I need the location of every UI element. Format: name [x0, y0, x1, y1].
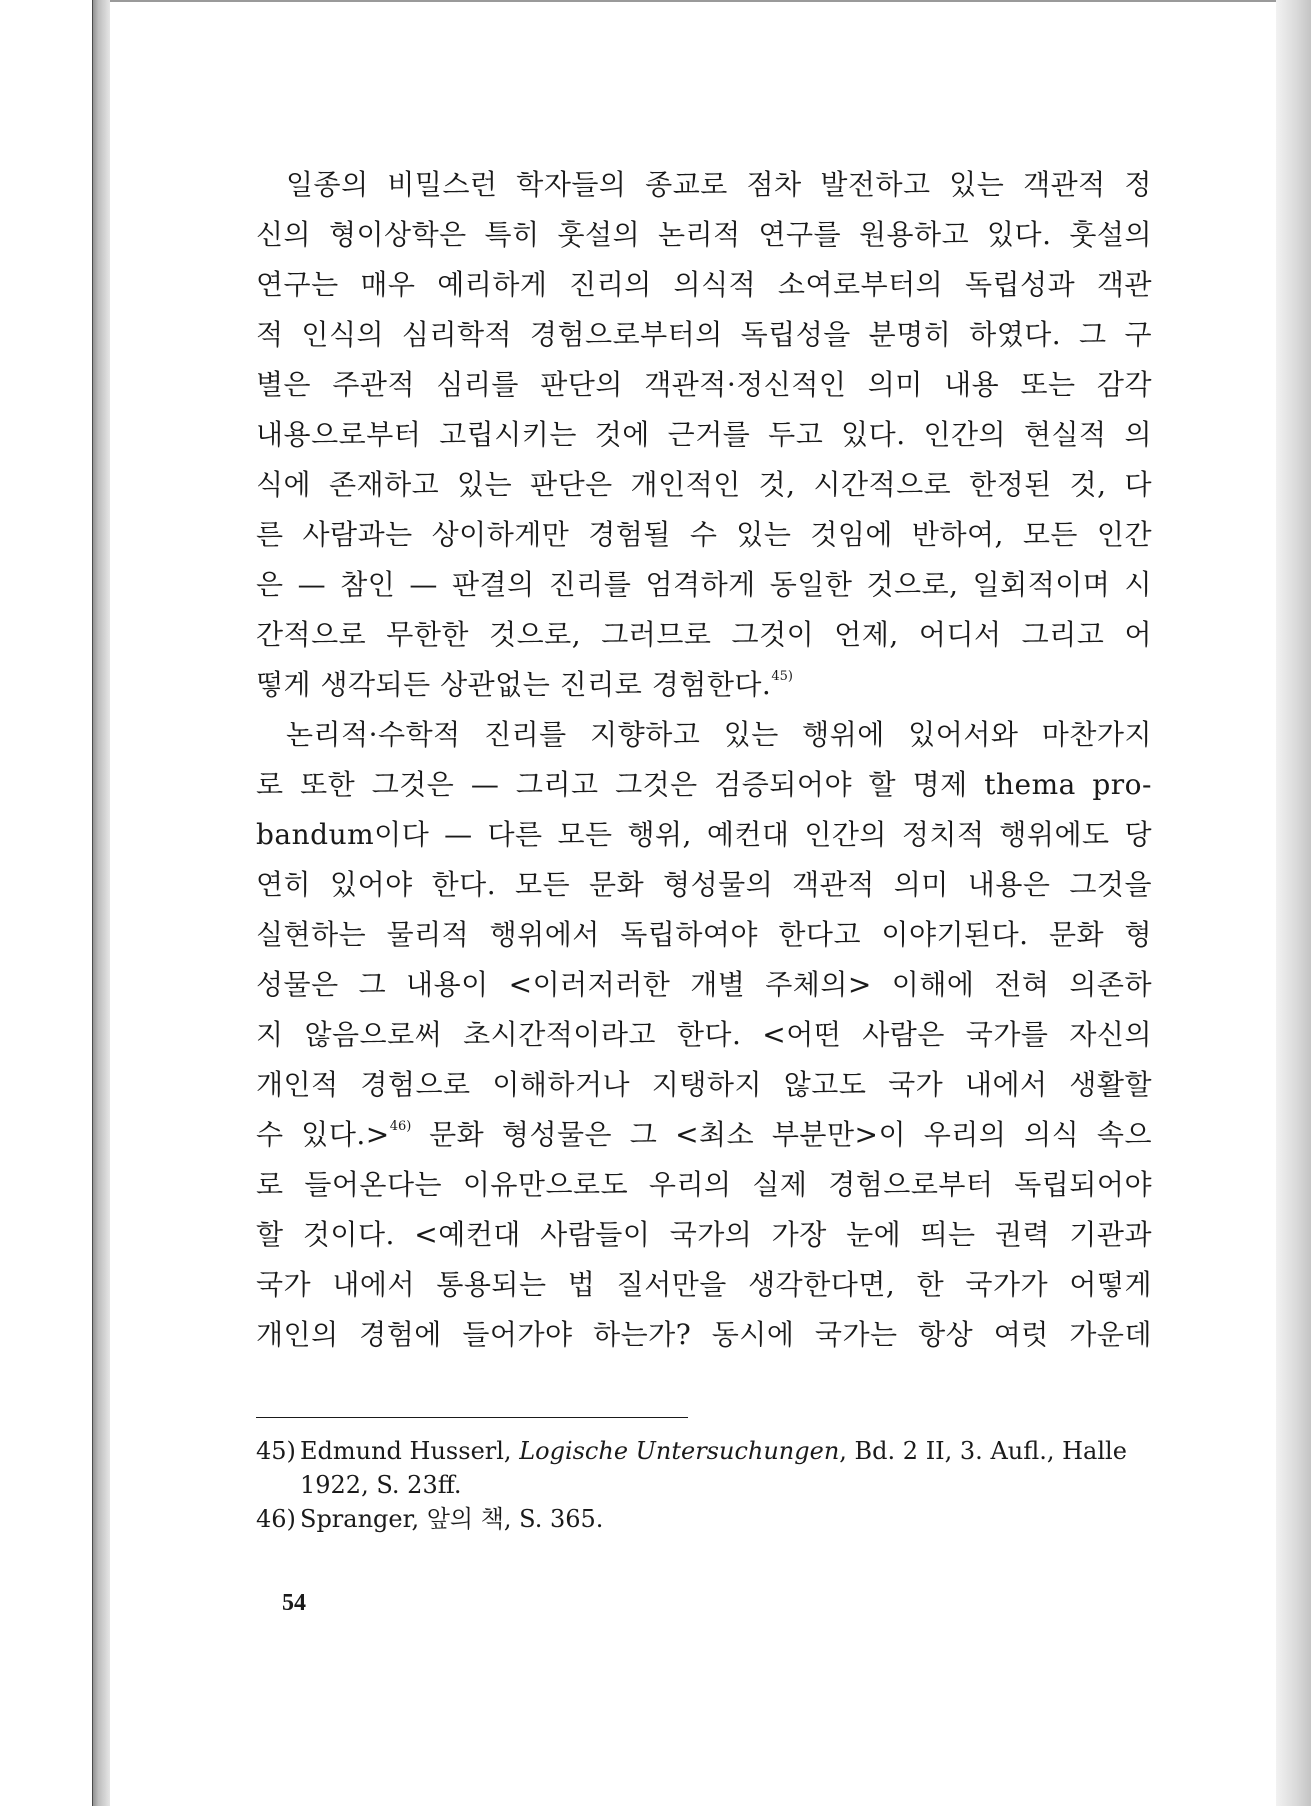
footnote-details: , Bd. 2 II, 3. Aufl., Halle [839, 1437, 1127, 1465]
text-line: 개인적 경험으로 이해하거나 지탱하지 않고도 국가 내에서 생활할 [256, 1068, 1152, 1101]
text-line: 간적으로 무한한 것으로, 그러므로 그것이 언제, 어디서 그리고 어 [256, 618, 1152, 651]
footnote-author: Edmund Husserl, [300, 1437, 520, 1465]
text-line: 로 들어온다는 이유만으로도 우리의 실제 경험으로부터 독립되어야 [256, 1168, 1152, 1201]
text-segment: 수 있다.> [256, 1118, 390, 1151]
text-segment: 떻게 생각되든 상관없는 진리로 경험한다. [256, 668, 772, 701]
footnote-45 [256, 1434, 1152, 1502]
text-line: 적 인식의 심리학적 경험으로부터의 독립성을 분명히 하였다. 그 구 [256, 318, 1152, 351]
text-line: 은 — 참인 — 판결의 진리를 엄격하게 동일한 것으로, 일회적이며 시 [256, 568, 1152, 601]
footnote-ref-45[interactable]: 45) [771, 669, 793, 684]
main-text [256, 160, 1152, 1360]
text-line: 식에 존재하고 있는 판단은 개인적인 것, 시간적으로 한정된 것, 다 [256, 468, 1152, 501]
text-line: 별은 주관적 심리를 판단의 객관적·정신적인 의미 내용 또는 감각 [256, 368, 1152, 401]
footnote-book-title: Logische Untersuchungen [519, 1437, 840, 1465]
text-line: bandum이다 — 다른 모든 행위, 예컨대 인간의 정치적 행위에도 당 [256, 818, 1152, 851]
text-line: 른 사람과는 상이하게만 경험될 수 있는 것임에 반하여, 모든 인간 [256, 518, 1152, 551]
book-spine-edge [92, 0, 93, 1806]
text-line: 일종의 비밀스런 학자들의 종교로 점차 발전하고 있는 객관적 정 [286, 168, 1152, 201]
book-right-edge [1276, 0, 1311, 1806]
footnote-number: 45) [256, 1437, 296, 1465]
text-line: 할 것이다. <예컨대 사람들이 국가의 가장 눈에 띄는 권력 기관과 [256, 1218, 1152, 1251]
text-line: 연히 있어야 한다. 모든 문화 형성물의 객관적 의미 내용은 그것을 [256, 868, 1152, 901]
text-line: 국가 내에서 통용되는 법 질서만을 생각한다면, 한 국가가 어떻게 [256, 1268, 1152, 1301]
footnote-continuation: 1922, S. 23ff. [300, 1471, 462, 1499]
text-line [256, 660, 1152, 710]
book-spine-shadow [92, 0, 110, 1806]
page-number: 54 [282, 1590, 306, 1616]
text-line: 로 또한 그것은 — 그리고 그것은 검증되어야 할 명제 thema pro- [256, 768, 1152, 801]
text-line: 개인의 경험에 들어가야 하는가? 동시에 국가는 항상 여럿 가운데 [256, 1318, 1152, 1351]
text-segment: 문화 형성물은 그 <최소 부분만>이 우리의 의식 속으 [411, 1118, 1153, 1151]
footnote-text: Spranger, 앞의 책, S. 365. [300, 1505, 604, 1533]
text-line: 신의 형이상학은 특히 훗설의 논리적 연구를 원용하고 있다. 훗설의 [256, 218, 1152, 251]
text-line [256, 1110, 1152, 1160]
footnote-number: 46) [256, 1505, 296, 1533]
footnote-ref-46[interactable]: 46) [389, 1119, 412, 1134]
footnote-46 [256, 1502, 1152, 1536]
text-line: 연구는 매우 예리하게 진리의 의식적 소여로부터의 독립성과 객관 [256, 268, 1152, 301]
text-line: 지 않음으로써 초시간적이라고 한다. <어떤 사람은 국가를 자신의 [256, 1018, 1152, 1051]
footnotes [256, 1434, 1152, 1536]
footnote-divider [256, 1417, 688, 1418]
text-line: 논리적·수학적 진리를 지향하고 있는 행위에 있어서와 마찬가지 [286, 718, 1152, 751]
text-line: 내용으로부터 고립시키는 것에 근거를 두고 있다. 인간의 현실적 의 [256, 418, 1152, 451]
text-line: 실현하는 물리적 행위에서 독립하여야 한다고 이야기된다. 문화 형 [256, 918, 1152, 951]
text-line: 성물은 그 내용이 <이러저러한 개별 주체의> 이해에 전혀 의존하 [256, 968, 1152, 1001]
